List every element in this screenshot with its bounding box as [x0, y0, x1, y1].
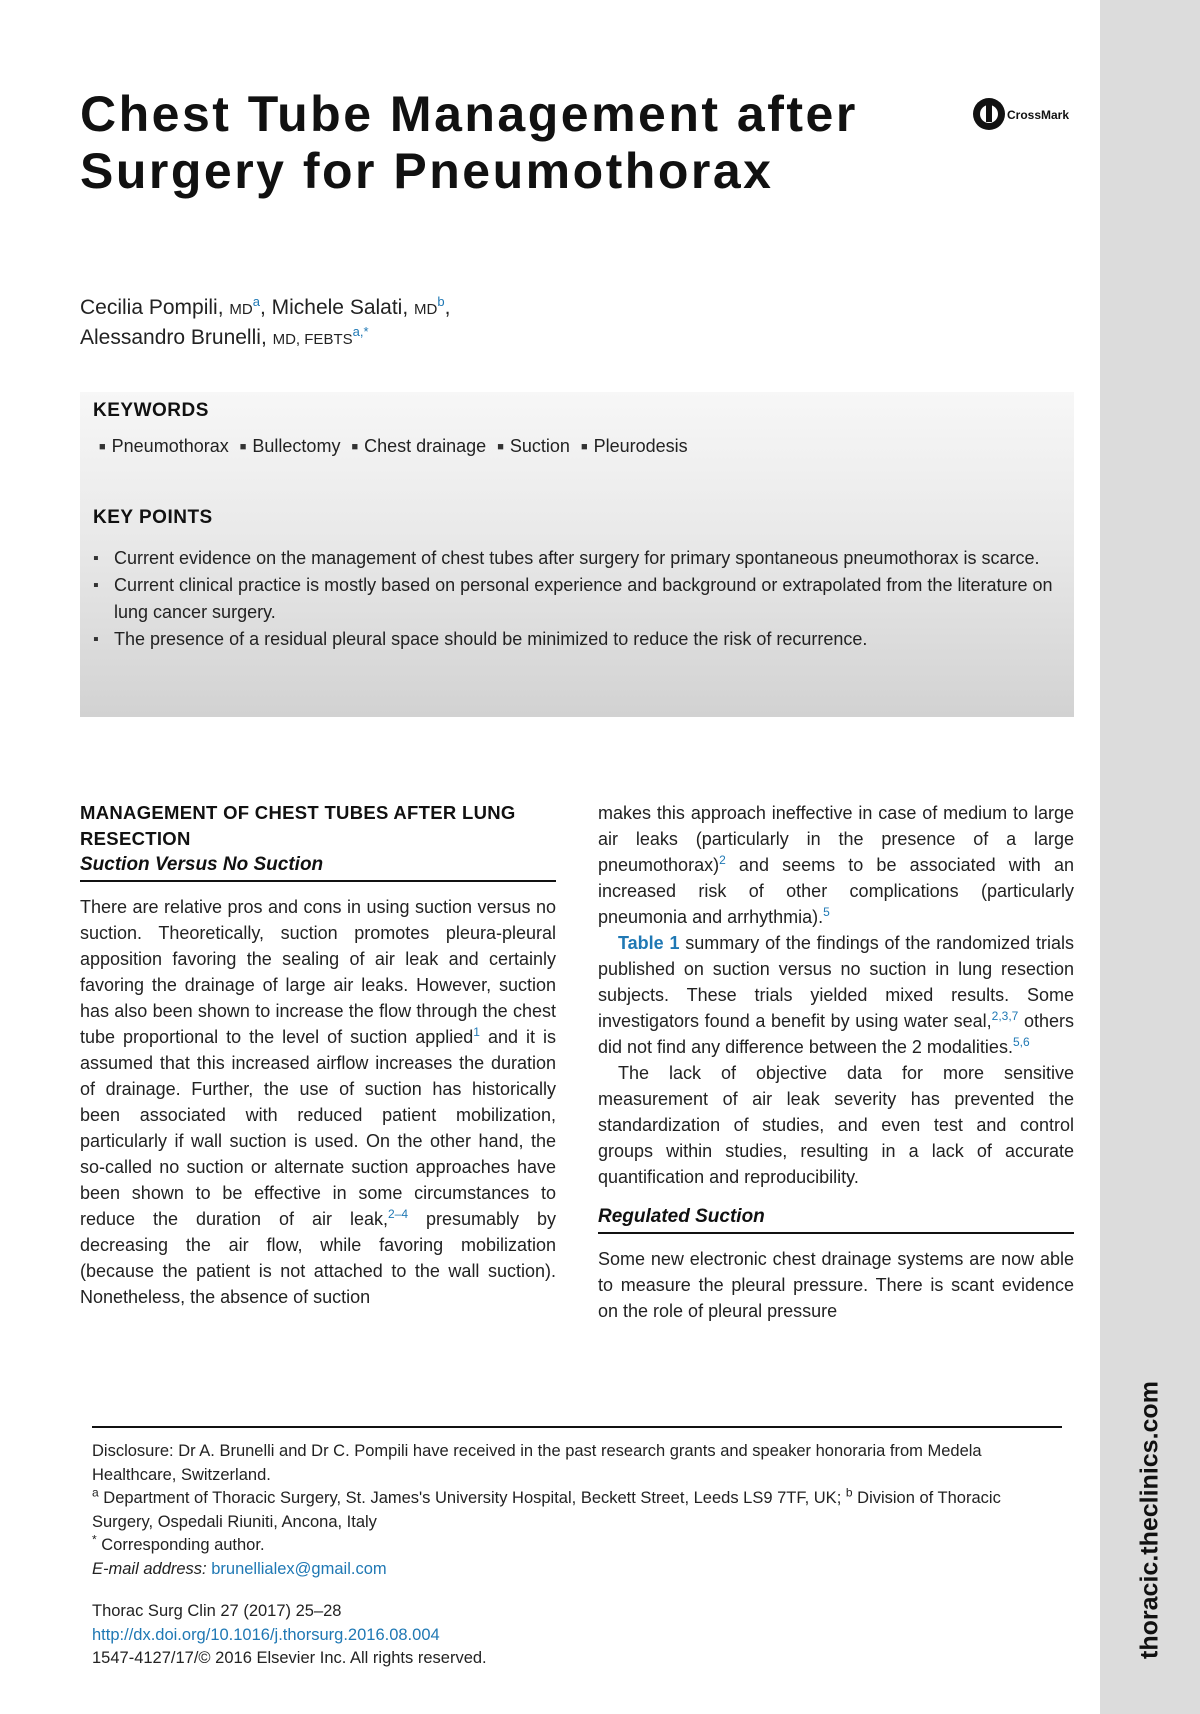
text-run: others did not find any difference between the 2 modalities. [598, 1011, 1075, 1057]
bullet-icon: ■ [239, 441, 247, 454]
bullet-icon: ■ [580, 441, 588, 454]
affiliation-mark: b [845, 1485, 853, 1500]
bullet-icon: ■ [99, 441, 106, 454]
author-line-1: Cecilia Pompili, MD$^a$, Michele Salati, MD$^b$, [80, 294, 451, 319]
keyword: Chest drainage [364, 436, 487, 456]
affiliation-mark[interactable]: b [437, 294, 445, 309]
bullet-icon: ■ [351, 441, 359, 454]
email-link[interactable]: brunellialex@gmail.com [211, 1559, 387, 1578]
text-run: and it is assumed that this increased airflow increases the duration of drainage. Further, the use of suction has historically been associated with reduced patient mobilization, particularly if wall suction is used. On the other hand, the so-called no suction or alternate suction approaches have been shown to be effective in some circumstances to reduce the duration of air leak, [80, 1027, 556, 1229]
reference-link[interactable]: 5,6 [1012, 1035, 1030, 1049]
keyword: Pleurodesis [593, 436, 688, 456]
disclosure-note: Disclosure: Dr A. Brunelli and Dr C. Pompili have received in the past research grants and speaker honoraria from Medela Healthcare, Switzerland. [92, 1442, 982, 1484]
keyword: Pneumothorax [111, 436, 229, 456]
section-heading: MANAGEMENT OF CHEST TUBES AFTER LUNG RESECTION [80, 802, 516, 849]
key-points-heading: KEY POINTS [93, 507, 213, 528]
affiliation-mark: a [92, 1485, 99, 1500]
email-label: E-mail address: [92, 1559, 212, 1578]
subsection-heading: Suction Versus No Suction [80, 852, 556, 882]
doi-link[interactable]: http://dx.doi.org/10.1016/j.thorsurg.2016.08.004 [92, 1625, 440, 1644]
citation: Thorac Surg Clin 27 (2017) 25–28 [92, 1602, 342, 1620]
key-point: ▪ Current clinical practice is mostly based on personal experience and background or extrapolated from the literature on lung cancer surgery. [93, 572, 1053, 626]
affiliation-b: Division of Thoracic Surgery, Ospedali Riuniti, Ancona, Italy [92, 1489, 1001, 1531]
text-run: summary of the findings of the randomized trials published on suction versus no suction in lung resection subjects. These trials yielded mixed results. Some investigators found a benefit by using water seal, [598, 933, 1074, 1031]
author-separator: , [259, 296, 272, 319]
corresponding-mark: * [92, 1532, 97, 1547]
key-point: ▪ The presence of a residual pleural space should be minimized to reduce the risk of recurrence. [93, 626, 1053, 653]
body-paragraph [598, 800, 1074, 930]
text-run: and seems to be associated with an increased risk of other complications (particularly pneumonia and arrhythmia). [598, 855, 1074, 927]
corresponding-note [92, 1534, 1062, 1558]
text-run: There are relative pros and cons in using suction versus no suction. Theoretically, suction promotes pleura-pleural apposition favoring the sealing of air leak and certainly favoring the drainage of large air leaks. However, suction has also been shown to increase the flow through the chest tube proportional to the level of suction applied [80, 897, 556, 1047]
key-points-list [93, 545, 1053, 653]
bullet-icon: ■ [497, 441, 504, 454]
body-paragraph: Some new electronic chest drainage systems are now able to measure the pleural pressure. There is scant evidence on the role of pleural pressure [598, 1249, 1074, 1321]
table-link[interactable]: Table 1 [618, 933, 680, 953]
left-column [80, 800, 556, 1310]
author-name: Michele Salati [271, 296, 403, 319]
keyword: Bullectomy [252, 436, 341, 456]
footnotes [92, 1426, 1062, 1671]
reference-link[interactable]: 5 [823, 905, 830, 919]
right-column [598, 800, 1074, 1324]
author-separator: , [444, 296, 451, 319]
affiliations-note [92, 1487, 1062, 1534]
author-line-2: Alessandro Brunelli, MD, FEBTS$^{a,*}$ [80, 324, 369, 349]
affiliation-a: Department of Thoracic Surgery, St. James's University Hospital, Beckett Street, Leeds LS9 7TF, UK; [98, 1489, 846, 1507]
keywords-keypoints-box [80, 392, 1074, 717]
paragraph-gap [598, 1190, 1074, 1204]
affiliation-mark[interactable]: a,* [352, 324, 369, 339]
journal-url[interactable]: thoracic.theclinics.com [1135, 1381, 1164, 1659]
reference-link[interactable]: 2 [719, 853, 726, 867]
crossmark-label: CrossMark [1007, 108, 1070, 122]
crossmark-icon[interactable] [972, 96, 1072, 132]
corresponding-text: Corresponding author. [96, 1536, 265, 1554]
reference-link[interactable]: 1 [473, 1025, 480, 1039]
keywords-heading: KEYWORDS [93, 400, 209, 421]
author-list [80, 294, 780, 354]
body-paragraph [598, 930, 1074, 1060]
author-name: Alessandro Brunelli [80, 326, 261, 349]
subsection-heading: Regulated Suction [598, 1204, 1074, 1234]
author-degree: MD, FEBTS [272, 331, 353, 348]
author-name: Cecilia Pompili [80, 296, 218, 319]
reference-link[interactable]: 2,3,7 [991, 1009, 1019, 1023]
email-line [92, 1558, 1062, 1582]
copyright: 1547-4127/17/© 2016 Elsevier Inc. All rights reserved. [92, 1649, 487, 1667]
body-paragraph: The lack of objective data for more sensitive measurement of air leak severity has prevented the standardization of studies, and even test and control groups within studies, resulting in a lack of accurate quantification and reproducibility. [598, 1063, 1074, 1187]
author-degree: MD [414, 301, 438, 318]
reference-link[interactable]: 2–4 [387, 1207, 409, 1221]
author-degree: MD [229, 301, 253, 318]
body-paragraph [80, 894, 556, 1310]
text-run: presumably by decreasing the air flow, while favoring mobilization (because the patient is not attached to the wall suction). Nonetheless, the absence of suction [80, 1209, 556, 1307]
affiliation-mark[interactable]: a [252, 294, 260, 309]
text-run: makes this approach ineffective in case of medium to large air leaks (particularly in the presence of a large pneumothorax) [598, 803, 1074, 875]
keyword: Suction [509, 436, 570, 456]
keywords-list [93, 436, 688, 457]
article-title: Chest Tube Management after Surgery for Pneumothorax [80, 86, 858, 199]
key-point: ▪ Current evidence on the management of chest tubes after surgery for primary spontaneous pneumothorax is scarce. [93, 545, 1053, 572]
